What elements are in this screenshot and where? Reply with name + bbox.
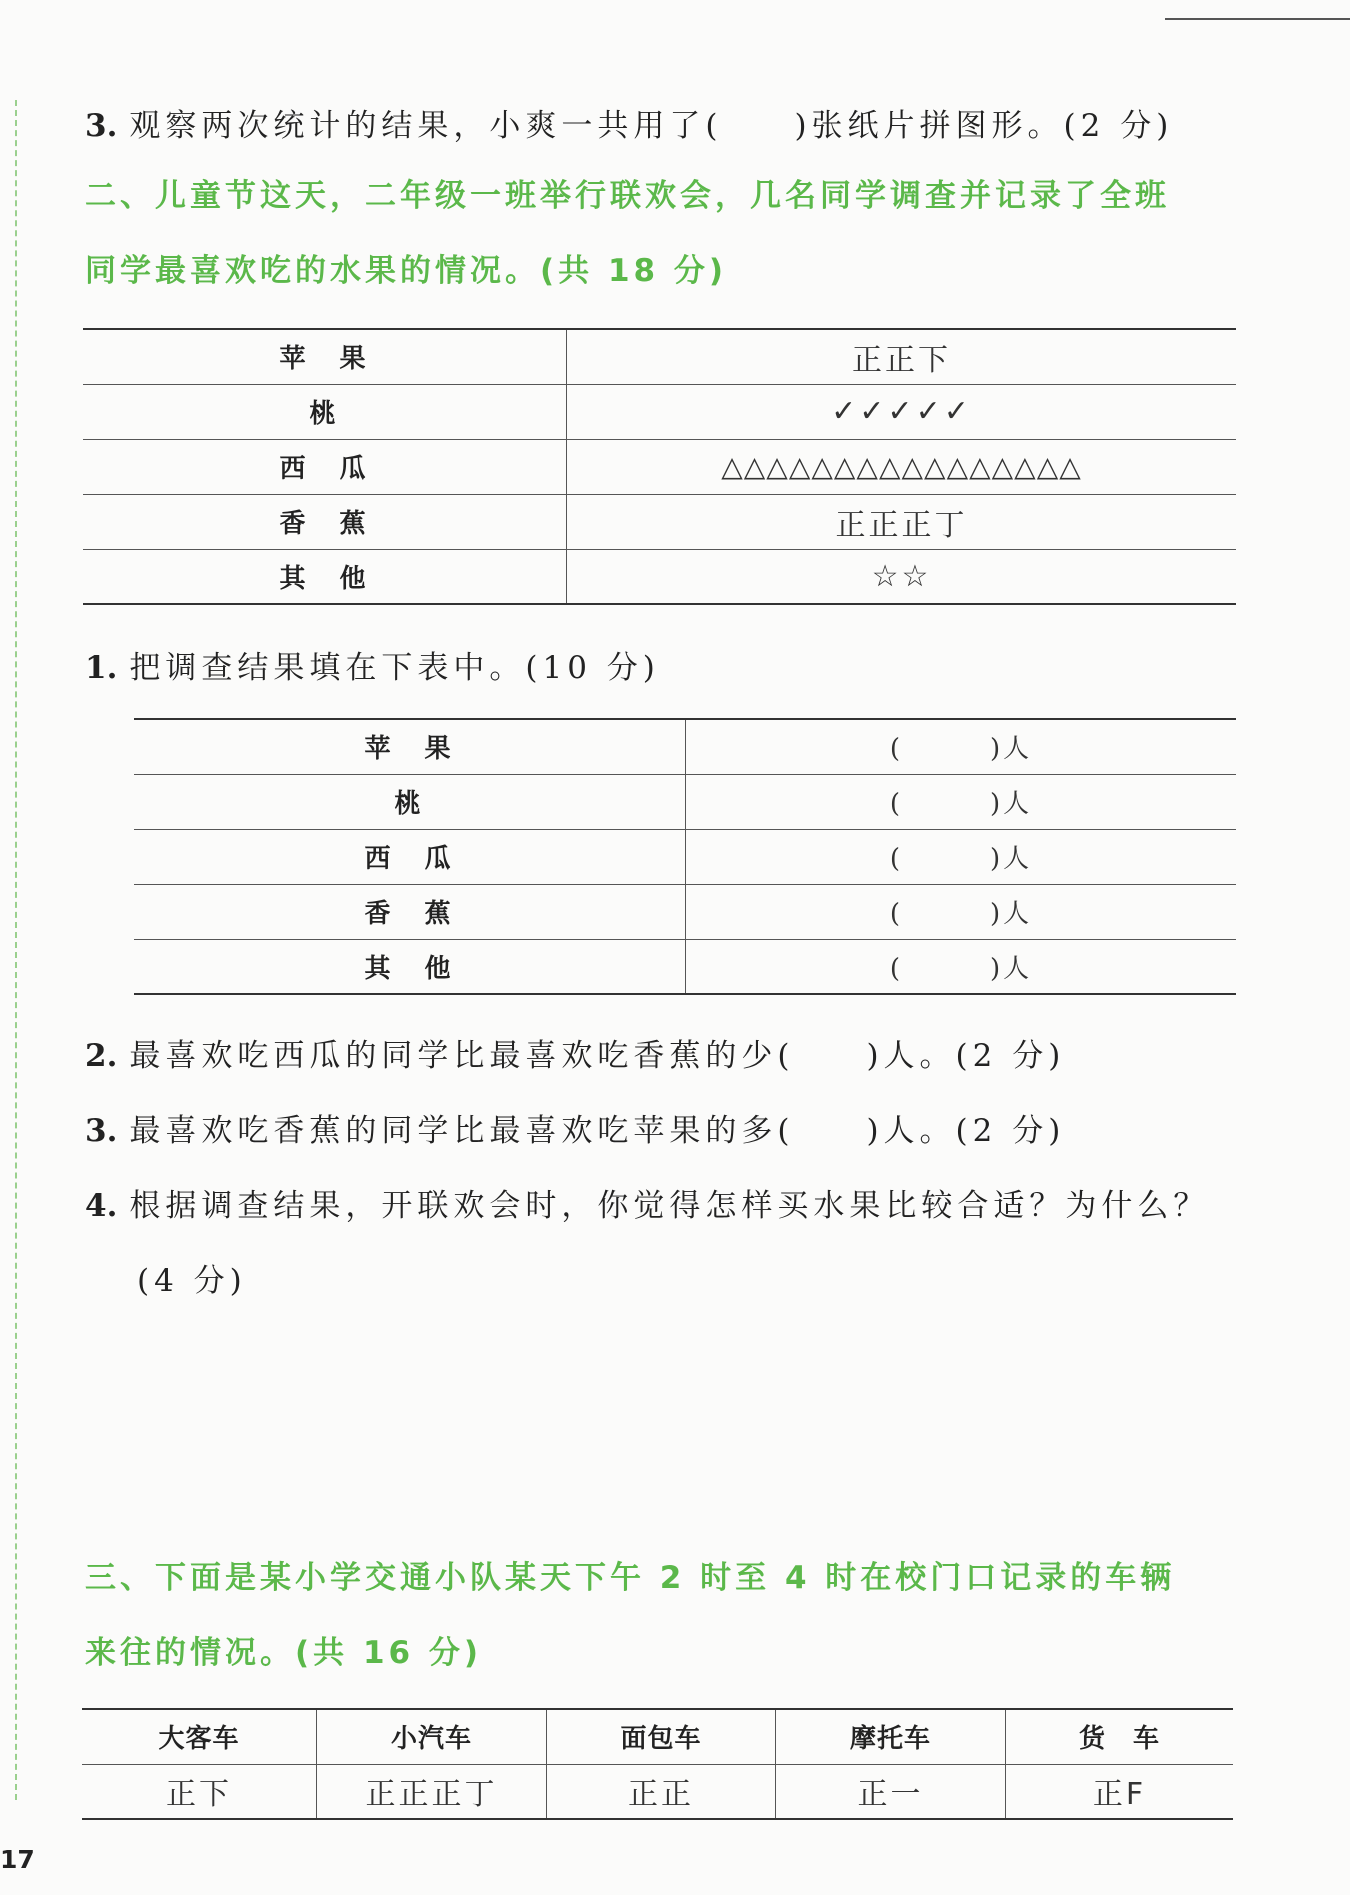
fruit-count-table: [134, 718, 1236, 995]
section-2-title-line1: 二、儿童节这天，二年级一班举行联欢会，几名同学调查并记录了全班: [85, 178, 1170, 214]
vehicle-tally-table: [82, 1708, 1233, 1820]
fruit-label: 其 他: [134, 939, 686, 994]
tally-row: [82, 1764, 1233, 1819]
fruit-label: 桃: [83, 384, 567, 439]
vehicle-header: 面包车: [547, 1709, 776, 1764]
vehicle-header: 小汽车: [317, 1709, 547, 1764]
question-4: 4. 根据调查结果，开联欢会时，你觉得怎样买水果比较合适？为什么？: [85, 1188, 1210, 1224]
vehicle-tally: 正正正丁: [317, 1764, 547, 1819]
fruit-label: 苹 果: [134, 719, 686, 774]
fruit-label: 苹 果: [83, 329, 567, 384]
table-row: [83, 494, 1236, 549]
vehicle-tally: 正下: [82, 1764, 317, 1819]
header-row: [82, 1709, 1233, 1764]
vehicle-tally: 正正: [547, 1764, 776, 1819]
tally-mark: 正正下: [567, 329, 1237, 384]
tally-mark: ☆☆: [567, 549, 1237, 604]
table-row: [83, 384, 1236, 439]
table-row: [83, 439, 1236, 494]
margin-dashed-line: [15, 100, 17, 1800]
answer-blank[interactable]: ( )人: [686, 719, 1237, 774]
table-row: [83, 549, 1236, 604]
tally-mark: ✓✓✓✓✓: [567, 384, 1237, 439]
question-3: 3. 最喜欢吃香蕉的同学比最喜欢吃苹果的多( )人。(2 分): [85, 1113, 1066, 1149]
vehicle-header: 摩托车: [776, 1709, 1006, 1764]
table-row: [83, 329, 1236, 384]
page-number: 17: [0, 1845, 35, 1874]
answer-blank[interactable]: ( )人: [686, 774, 1237, 829]
fruit-label: 西 瓜: [83, 439, 567, 494]
fruit-label: 桃: [134, 774, 686, 829]
fruit-label: 香 蕉: [134, 884, 686, 939]
vehicle-tally: 正一: [776, 1764, 1006, 1819]
answer-blank[interactable]: ( )人: [686, 884, 1237, 939]
tally-mark: 正正正丁: [567, 494, 1237, 549]
fruit-label: 西 瓜: [134, 829, 686, 884]
answer-blank[interactable]: ( )人: [686, 829, 1237, 884]
question-2: 2. 最喜欢吃西瓜的同学比最喜欢吃香蕉的少( )人。(2 分): [85, 1038, 1066, 1074]
answer-blank[interactable]: ( )人: [686, 939, 1237, 994]
table-row: [134, 774, 1236, 829]
tally-mark: △△△△△△△△△△△△△△△△: [567, 439, 1237, 494]
question-4-points: (4 分): [137, 1263, 247, 1299]
top-rule: [1165, 18, 1350, 20]
table-row: [134, 719, 1236, 774]
section-3-title-line1: 三、下面是某小学交通小队某天下午 2 时至 4 时在校门口记录的车辆: [85, 1560, 1176, 1596]
fruit-label: 其 他: [83, 549, 567, 604]
table-row: [134, 829, 1236, 884]
section-3-title-line2: 来往的情况。(共 16 分): [85, 1635, 483, 1671]
table-row: [134, 939, 1236, 994]
fruit-tally-table: [83, 328, 1236, 605]
table-row: [134, 884, 1236, 939]
vehicle-header: 货 车: [1006, 1709, 1234, 1764]
vehicle-tally: 正F: [1006, 1764, 1234, 1819]
question-3-top: 3. 观察两次统计的结果，小爽一共用了( )张纸片拼图形。(2 分): [85, 108, 1174, 144]
section-2-title-line2: 同学最喜欢吃的水果的情况。(共 18 分): [85, 253, 728, 289]
fruit-label: 香 蕉: [83, 494, 567, 549]
question-1: 1. 把调查结果填在下表中。(10 分): [85, 650, 660, 686]
vehicle-header: 大客车: [82, 1709, 317, 1764]
